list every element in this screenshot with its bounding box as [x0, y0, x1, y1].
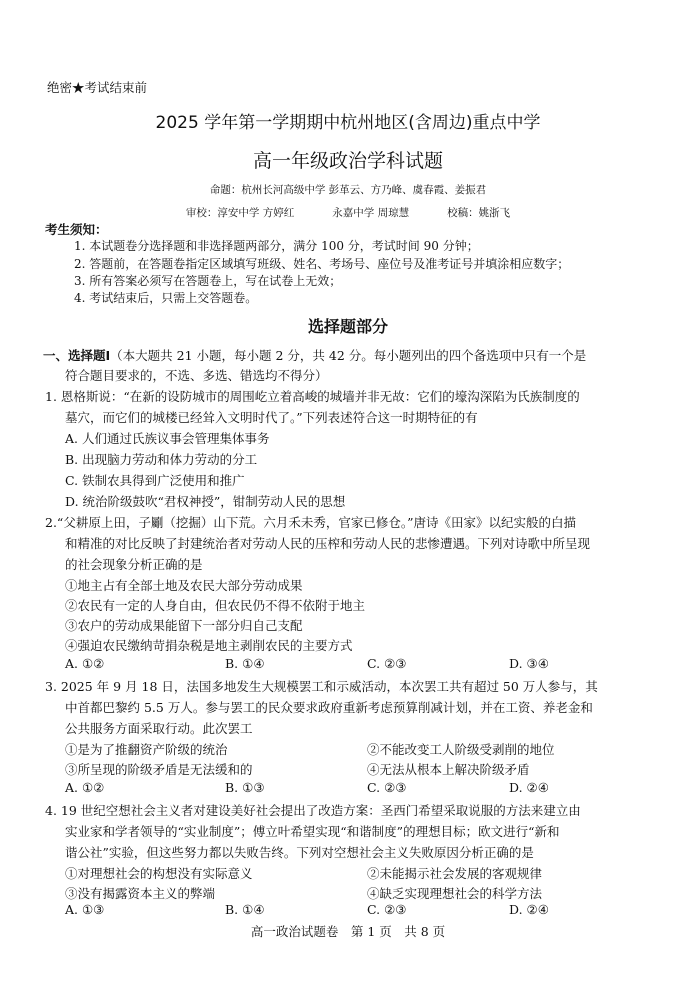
question-3-statement-1: ①是为了推翻资产阶级的统治 [65, 742, 228, 757]
question-2-statement-3: ③农户的劳动成果能留下一部分归自己支配 [65, 618, 303, 633]
question-2-stem: 2.“父耕原上田，子劚（挖掘）山下荒。六月禾未秀，官家已修仓。”唐诗《田家》以纪实般的白描 [45, 515, 576, 530]
part-1-description: （本大题共 21 小题，每小题 2 分，共 42 分。每小题列出的四个备选项中只有一个是 [110, 348, 587, 363]
question-2-statement-1: ①地主占有全部土地及农民大部分劳动成果 [65, 578, 303, 593]
notice-item: 4. 考试结束后，只需上交答题卷。 [74, 291, 258, 305]
question-3-stem: 3. 2025 年 9 月 18 日，法国多地发生大规模罢工和示威活动，本次罢工共有超过 50 万人参与，其 [45, 679, 598, 694]
question-3-choice-b: B. ①③ [225, 780, 265, 795]
question-1-option-a: A. 人们通过氏族议事会管理集体事务 [65, 431, 270, 446]
question-3-statement-2: ②不能改变工人阶级受剥削的地位 [367, 742, 555, 757]
question-2-stem-cont: 和精准的对比反映了封建统治者对劳动人民的压榨和劳动人民的悲惨遭遇。下列对诗歌中所呈现 [65, 536, 591, 551]
question-2-choice-c: C. ②③ [367, 656, 407, 671]
notice-item: 3. 所有答案必须写在答题卷上，写在试卷上无效； [74, 274, 342, 288]
question-3-stem-cont: 公共服务方面采取行动。此次罢工 [65, 721, 253, 736]
question-3-statement-4: ④无法从根本上解决阶级矛盾 [367, 762, 530, 777]
question-2-choice-a: A. ①② [65, 656, 105, 671]
question-1-option-c: C. 铁制农具得到广泛使用和推广 [65, 473, 245, 488]
question-4-stem: 4. 19 世纪空想社会主义者对建设美好社会提出了改造方案：圣西门希望采取说服的方法来建立由 [45, 803, 581, 818]
proofreader: 校稿：姚浙飞 [447, 207, 511, 219]
notice-item: 2. 答题前，在答题卷指定区域填写班级、姓名、考场号、座位号及准考证号并填涂相应数字； [74, 257, 570, 271]
question-2-choice-d: D. ③④ [509, 656, 549, 671]
question-2-choice-b: B. ①④ [225, 656, 265, 671]
question-3-choice-c: C. ②③ [367, 780, 407, 795]
question-3-stem-cont: 中首都巴黎约 5.5 万人。参与罢工的民众要求政府重新考虑预算削减计划，并在工资、养老金和 [65, 700, 593, 715]
question-2-stem-cont: 的社会现象分析正确的是 [65, 557, 203, 572]
question-4-stem-cont: 实业家和学者领导的“实业制度”；傅立叶希望实现“和谐制度”的理想目标；欧文进行“新和 [65, 824, 560, 839]
notice-item: 1. 本试题卷分选择题和非选择题两部分，满分 100 分，考试时间 90 分钟； [74, 239, 479, 253]
part-1-heading: 一、选择题Ⅰ [43, 348, 111, 363]
question-1-stem-cont: 墓穴，而它们的城楼已经耸入文明时代了。”下列表述符合这一时期特征的有 [65, 410, 478, 425]
question-4-statement-1: ①对理想社会的构想没有实际意义 [65, 866, 253, 881]
authors-line: 命题：杭州长河高级中学 彭革云、方乃峰、虞春霞、姜振君 [209, 184, 487, 196]
reviewers-line [0, 205, 696, 220]
question-1-stem: 1. 恩格斯说：“在新的设防城市的周围屹立着高峻的城墙并非无故：它们的壕沟深陷为氏族制度的 [45, 389, 580, 404]
part-1-heading-line [43, 346, 586, 364]
question-4-statement-3: ③没有揭露资本主义的弊端 [65, 886, 216, 901]
question-4-stem-cont: 谐公社”实验，但这些努力都以失败告终。下列对空想社会主义失败原因分析正确的是 [65, 845, 534, 860]
question-4-statement-4: ④缺乏实现理想社会的科学方法 [367, 886, 543, 901]
confidential-label: 绝密★考试结束前 [47, 80, 148, 95]
question-1-option-b: B. 出现脑力劳动和体力劳动的分工 [65, 452, 258, 467]
question-1-option-d: D. 统治阶级鼓吹“君权神授”，钳制劳动人民的思想 [65, 494, 346, 509]
reviewer-1: 审校：淳安中学 方婷红 [185, 207, 295, 219]
question-4-statement-2: ②未能揭示社会发展的客观规律 [367, 866, 543, 881]
exam-subtitle: 高一年级政治学科试题 [252, 150, 443, 172]
question-4-choice-c: C. ②③ [367, 902, 407, 917]
part-1-description-cont: 符合题目要求的，不选、多选、错选均不得分） [65, 368, 328, 383]
question-2-statement-2: ②农民有一定的人身自由，但农民仍不得不依附于地主 [65, 598, 366, 613]
notice-heading: 考生须知： [45, 222, 108, 237]
question-2-statement-4: ④强迫农民缴纳苛捐杂税是地主剥削农民的主要方式 [65, 638, 353, 653]
question-3-statement-3: ③所呈现的阶级矛盾是无法缓和的 [65, 762, 253, 777]
reviewer-2: 永嘉中学 周琼慧 [332, 207, 410, 219]
exam-title: 2025 学年第一学期期中杭州地区(含周边)重点中学 [155, 113, 541, 133]
question-4-choice-b: B. ①④ [225, 902, 265, 917]
page-footer: 高一政治试题卷 第 1 页 共 8 页 [250, 924, 446, 939]
question-4-choice-a: A. ①③ [65, 902, 105, 917]
question-3-choice-a: A. ①② [65, 780, 105, 795]
question-4-choice-d: D. ②④ [509, 902, 549, 917]
question-3-choice-d: D. ②④ [509, 780, 549, 795]
section-title: 选择题部分 [307, 317, 388, 336]
